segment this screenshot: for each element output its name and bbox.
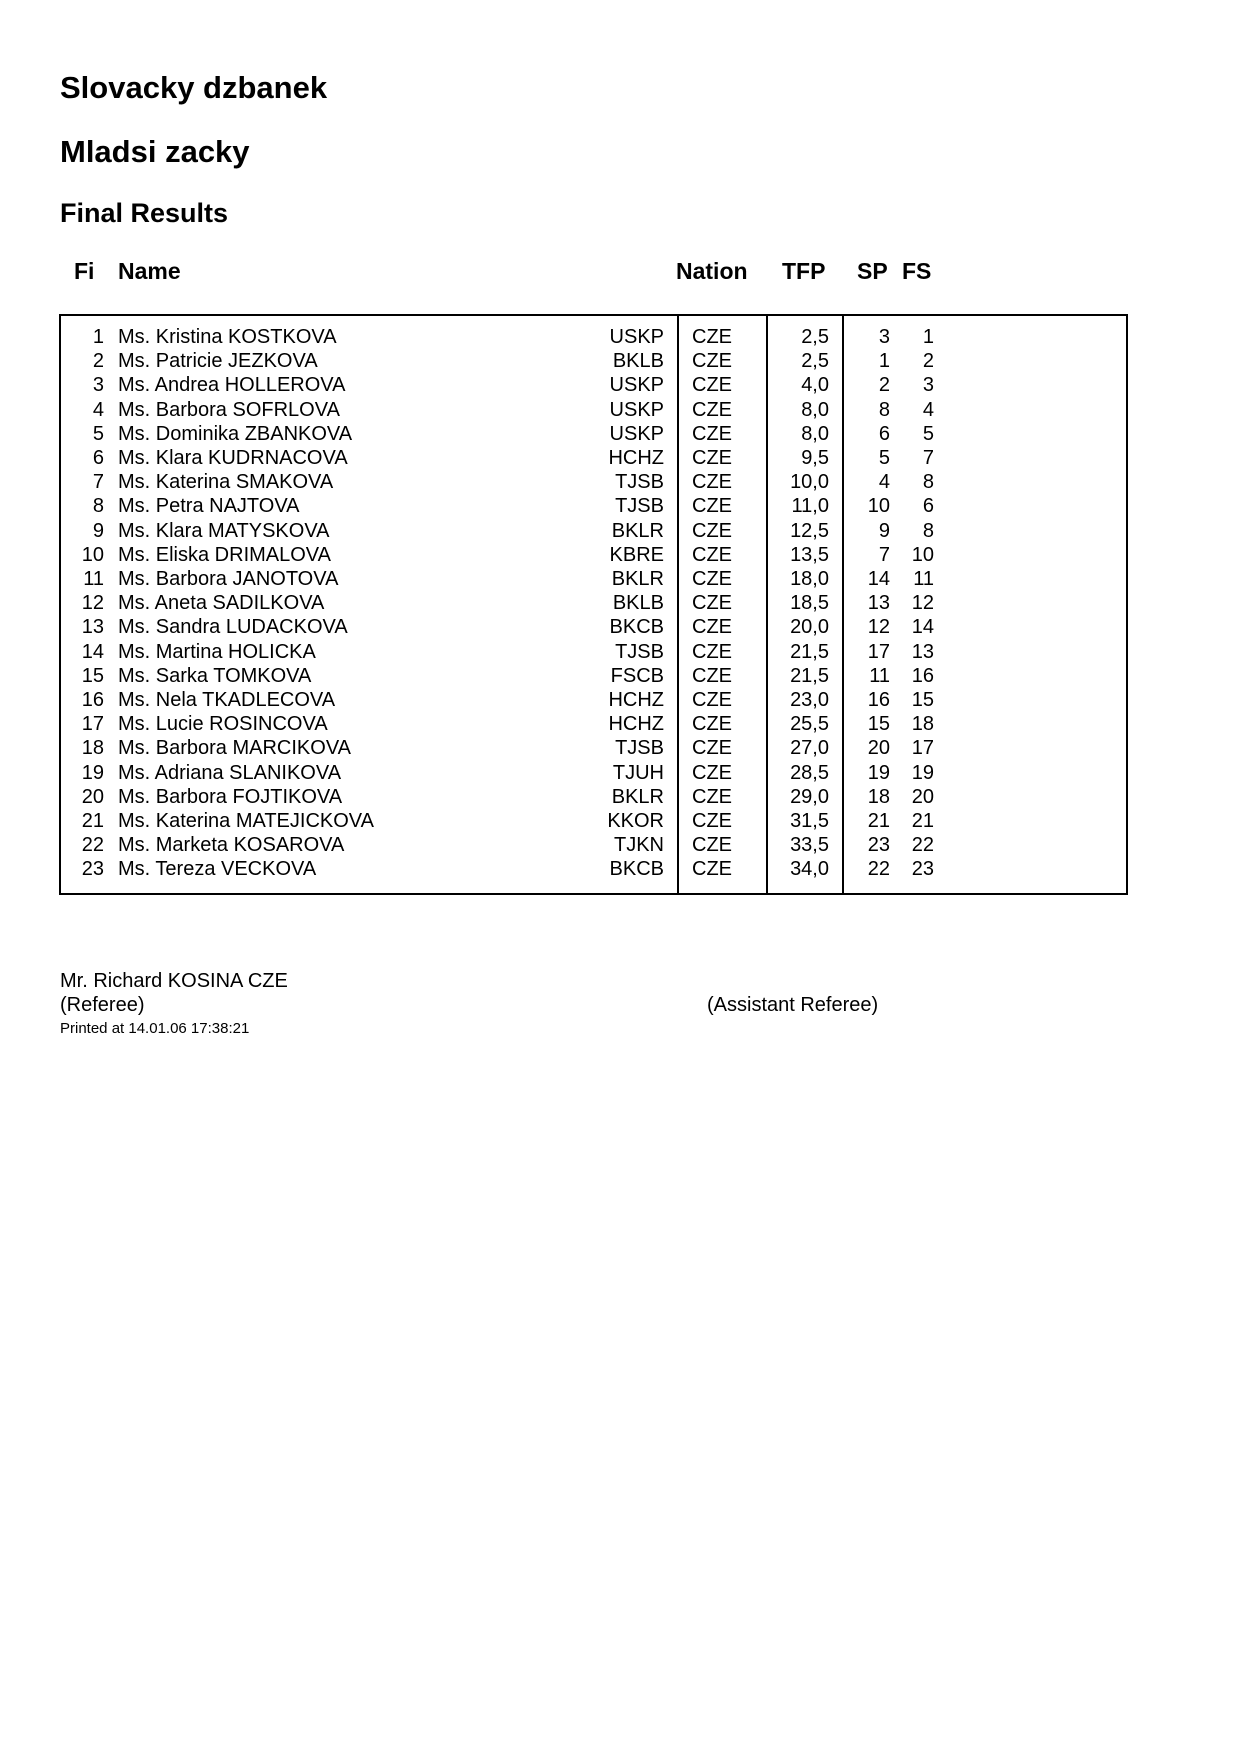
name-cell: Ms. Aneta SADILKOVA [118,592,325,615]
name-cell: Ms. Katerina MATEJICKOVA [118,810,374,832]
name-cell: Ms. Klara KUDRNACOVA [118,447,348,469]
rank-cell: 17 [81,713,104,736]
tfp-cell: 13,5 [790,543,829,566]
club-cell: TJKN [614,834,664,857]
club-cell: BKLB [612,592,664,615]
nation-cell: CZE [692,398,732,421]
name-cell: Ms. Nela TKADLECOVA [118,689,336,711]
nation-cell: CZE [692,422,732,445]
name-cell: Ms. Sarka TOMKOVA [118,664,312,687]
tfp-cell: 18,5 [790,592,829,615]
rank-cell: 21 [81,810,104,832]
tfp-cell: 9,5 [801,447,829,469]
referee-name: Mr. Richard KOSINA CZE [60,970,288,992]
club-cell: BKLB [612,350,664,373]
tfp-cell: 10,0 [790,471,829,494]
table-row [0,399,1240,423]
sp-cell: 13 [867,592,890,615]
club-cell: KKOR [607,810,664,832]
column-header-sp: SP [857,258,888,284]
sp-cell: 7 [878,543,890,566]
rank-cell: 7 [92,471,104,494]
table-row [0,616,1240,640]
fs-cell: 13 [911,640,934,663]
nation-cell: CZE [692,374,732,397]
rank-cell: 10 [81,543,104,566]
nation-cell: CZE [692,471,732,494]
rank-cell: 19 [81,761,104,784]
rank-cell: 11 [83,568,104,590]
table-row [0,834,1240,858]
name-cell: Ms. Marketa KOSAROVA [118,834,345,857]
nation-cell: CZE [692,495,732,518]
club-cell: USKP [609,422,664,445]
tfp-cell: 2,5 [801,350,829,373]
name-cell: Ms. Katerina SMAKOVA [118,471,334,494]
column-header-fi: Fi [74,258,95,284]
fs-cell: 15 [911,689,934,711]
nation-cell: CZE [692,858,732,881]
club-cell: BKCB [609,616,664,639]
rank-cell: 4 [92,398,104,421]
table-row [0,447,1240,471]
sp-cell: 23 [867,834,890,857]
nation-cell: CZE [692,447,732,469]
event-title: Slovacky dzbanek [60,70,328,105]
club-cell: HCHZ [608,689,664,711]
table-row [0,568,1240,592]
name-cell: Ms. Barbora SOFRLOVA [118,398,340,421]
name-cell: Ms. Patricie JEZKOVA [118,350,318,373]
name-cell: Ms. Lucie ROSINCOVA [118,713,328,736]
column-header-nation: Nation [676,258,748,284]
club-cell: TJSB [615,495,664,518]
nation-cell: CZE [692,519,732,542]
tfp-cell: 12,5 [790,519,829,542]
tfp-cell: 21,5 [790,640,829,663]
name-cell: Ms. Tereza VECKOVA [118,858,317,881]
club-cell: TJSB [615,640,664,663]
segment-title: Final Results [60,198,229,228]
club-cell: TJSB [615,471,664,494]
sp-cell: 10 [867,495,890,518]
sp-cell: 21 [867,810,890,832]
club-cell: TJUH [612,761,664,784]
name-cell: Ms. Dominika ZBANKOVA [118,422,353,445]
nation-cell: CZE [692,350,732,373]
club-cell: BKCB [609,858,664,881]
fs-cell: 2 [922,350,934,373]
referee-role: (Referee) [60,994,145,1016]
name-cell: Ms. Barbora JANOTOVA [118,568,339,590]
fs-cell: 23 [911,858,934,881]
table-row [0,858,1240,882]
fs-cell: 10 [911,543,934,566]
fs-cell: 17 [911,737,934,760]
name-cell: Ms. Adriana SLANIKOVA [118,761,342,784]
fs-cell: 5 [922,422,934,445]
rank-cell: 18 [81,737,104,760]
table-row [0,350,1240,374]
nation-cell: CZE [692,810,732,832]
tfp-cell: 20,0 [790,616,829,639]
table-row [0,665,1240,689]
sp-cell: 2 [878,374,890,397]
sp-cell: 22 [867,858,890,881]
fs-cell: 8 [922,471,934,494]
sp-cell: 15 [867,713,890,736]
tfp-cell: 8,0 [801,422,829,445]
club-cell: HCHZ [608,713,664,736]
name-cell: Ms. Martina HOLICKA [118,640,316,663]
tfp-cell: 18,0 [790,568,829,590]
rank-cell: 2 [92,350,104,373]
column-header-name: Name [118,258,181,284]
rank-cell: 3 [92,374,104,397]
rank-cell: 16 [81,689,104,711]
sp-cell: 3 [878,326,890,348]
rank-cell: 14 [81,640,104,663]
club-cell: BKLR [611,568,664,590]
name-cell: Ms. Kristina KOSTKOVA [118,326,337,348]
table-row [0,423,1240,447]
sp-cell: 6 [878,422,890,445]
fs-cell: 21 [911,810,934,832]
column-header-tfp: TFP [782,258,826,284]
nation-cell: CZE [692,737,732,760]
name-cell: Ms. Petra NAJTOVA [118,495,300,518]
table-row [0,592,1240,616]
tfp-cell: 29,0 [790,785,829,808]
fs-cell: 22 [911,834,934,857]
table-row [0,737,1240,761]
rank-cell: 15 [81,664,104,687]
assistant-referee-role: (Assistant Referee) [707,994,879,1016]
name-cell: Ms. Barbora MARCIKOVA [118,737,352,760]
fs-cell: 14 [911,616,934,639]
table-row [0,326,1240,350]
tfp-cell: 4,0 [801,374,829,397]
fs-cell: 16 [911,664,934,687]
tfp-cell: 27,0 [790,737,829,760]
nation-cell: CZE [692,568,732,590]
nation-cell: CZE [692,616,732,639]
nation-cell: CZE [692,664,732,687]
tfp-cell: 28,5 [790,761,829,784]
sp-cell: 17 [867,640,890,663]
fs-cell: 4 [922,398,934,421]
tfp-cell: 25,5 [790,713,829,736]
tfp-cell: 21,5 [790,664,829,687]
name-cell: Ms. Eliska DRIMALOVA [118,543,331,566]
tfp-cell: 2,5 [801,326,829,348]
tfp-cell: 23,0 [790,689,829,711]
sp-cell: 9 [878,519,890,542]
sp-cell: 14 [867,568,890,590]
club-cell: USKP [609,326,664,348]
club-cell: TJSB [615,737,664,760]
table-row [0,641,1240,665]
table-row [0,374,1240,398]
fs-cell: 7 [922,447,934,469]
rank-cell: 12 [81,592,104,615]
table-row [0,810,1240,834]
sp-cell: 12 [867,616,890,639]
rank-cell: 9 [92,519,104,542]
nation-cell: CZE [692,543,732,566]
nation-cell: CZE [692,592,732,615]
rank-cell: 6 [92,447,104,469]
rank-cell: 5 [92,422,104,445]
name-cell: Ms. Sandra LUDACKOVA [118,616,348,639]
nation-cell: CZE [692,834,732,857]
nation-cell: CZE [692,785,732,808]
sp-cell: 11 [869,664,890,687]
sp-cell: 4 [878,471,890,494]
nation-cell: CZE [692,713,732,736]
fs-cell: 18 [911,713,934,736]
tfp-cell: 31,5 [790,810,829,832]
fs-cell: 8 [922,519,934,542]
name-cell: Ms. Andrea HOLLEROVA [118,374,346,397]
sp-cell: 5 [878,447,890,469]
rank-cell: 1 [92,326,104,348]
club-cell: USKP [609,374,664,397]
fs-cell: 12 [911,592,934,615]
tfp-cell: 8,0 [801,398,829,421]
club-cell: USKP [609,398,664,421]
club-cell: BKLR [611,785,664,808]
sp-cell: 20 [867,737,890,760]
rank-cell: 8 [92,495,104,518]
table-row [0,713,1240,737]
club-cell: HCHZ [608,447,664,469]
nation-cell: CZE [692,640,732,663]
table-row [0,689,1240,713]
table-row [0,762,1240,786]
nation-cell: CZE [692,326,732,348]
nation-cell: CZE [692,761,732,784]
column-header-fs: FS [902,258,932,284]
rank-cell: 13 [81,616,104,639]
name-cell: Ms. Barbora FOJTIKOVA [118,785,343,808]
table-row [0,786,1240,810]
nation-cell: CZE [692,689,732,711]
printed-timestamp: Printed at 14.01.06 17:38:21 [60,1020,250,1037]
sp-cell: 19 [867,761,890,784]
fs-cell: 6 [922,495,934,518]
fs-cell: 11 [913,568,934,590]
tfp-cell: 34,0 [790,858,829,881]
fs-cell: 19 [911,761,934,784]
club-cell: FSCB [610,664,664,687]
fs-cell: 1 [922,326,934,348]
name-cell: Ms. Klara MATYSKOVA [118,519,330,542]
fs-cell: 3 [922,374,934,397]
tfp-cell: 11,0 [791,495,829,518]
rank-cell: 23 [81,858,104,881]
fs-cell: 20 [911,785,934,808]
rank-cell: 20 [81,785,104,808]
table-row [0,520,1240,544]
table-row [0,544,1240,568]
rank-cell: 22 [81,834,104,857]
club-cell: KBRE [609,543,664,566]
category-title: Mladsi zacky [60,134,250,169]
tfp-cell: 33,5 [790,834,829,857]
sp-cell: 8 [878,398,890,421]
table-row [0,495,1240,519]
sp-cell: 16 [867,689,890,711]
table-row [0,471,1240,495]
sp-cell: 1 [878,350,890,373]
sp-cell: 18 [867,785,890,808]
club-cell: BKLR [611,519,664,542]
